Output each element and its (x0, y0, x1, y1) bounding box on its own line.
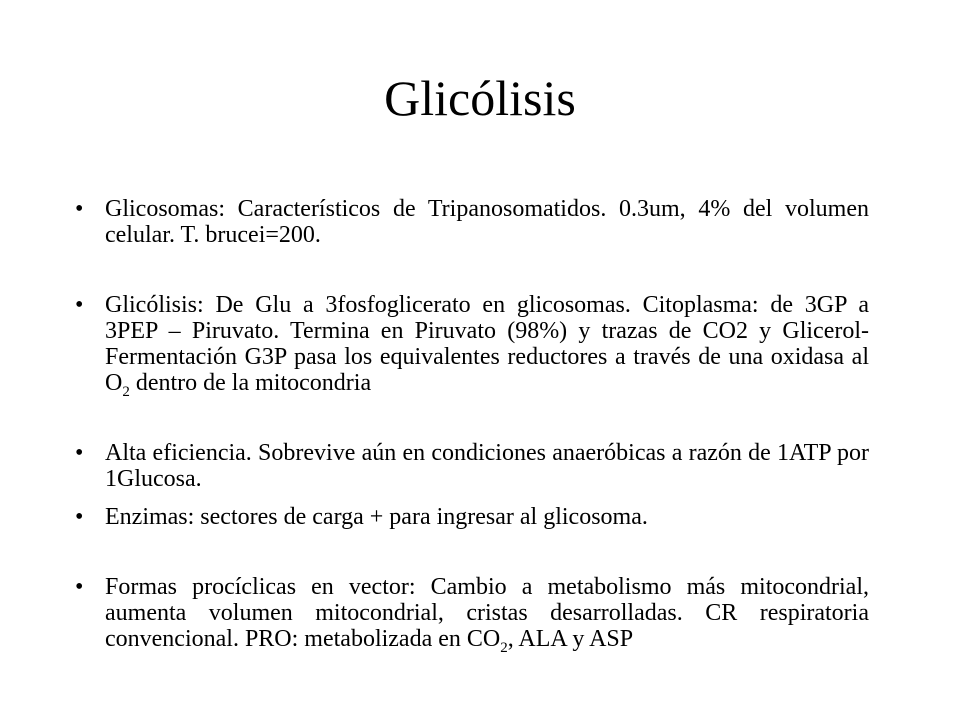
bullet-text: Alta eficiencia. Sobrevive aún en condiciones anaeróbicas a razón de 1ATP por 1Glucosa. (105, 440, 869, 492)
bullet-dot: • (75, 440, 84, 466)
bullet-dot: • (75, 292, 84, 318)
bullet-list (72, 196, 869, 656)
slide-title: Glicólisis (384, 70, 576, 126)
subscript: 2 (500, 640, 508, 656)
bullet-dot: • (75, 504, 84, 530)
bullet-item-glicolisis (72, 292, 869, 400)
bullet-text (105, 574, 869, 656)
bullet-item-enzimas (72, 504, 869, 530)
subscript: 2 (122, 384, 130, 400)
bullet-text-part: Glicólisis: De Glu a 3fosfoglicerato en glicosomas. Citoplasma: de 3GP a 3PEP – Piruvato. Termina en Piruvato (98%) y trazas de CO2 y Glicerol- Fermentación G3P pasa los equivalentes reductores a través de una oxidasa al O (105, 292, 869, 396)
bullet-text: Enzimas: sectores de carga + para ingresar al glicosoma. (105, 504, 648, 530)
bullet-item-eficiencia (72, 440, 869, 492)
bullet-text-part: dentro de la mitocondria (129, 370, 372, 396)
bullet-text-part: Formas procíclicas en vector: Cambio a metabolismo más mitocondrial, aumenta volumen mitocondrial, cristas desarrolladas. CR respiratoria convencional. PRO: metabolizada en CO (105, 574, 869, 652)
bullet-text: Glicosomas: Característicos de Tripanosomatidos. 0.3um, 4% del volumen celular. T. brucei=200. (105, 196, 869, 248)
bullet-item-glicosomas (72, 196, 869, 248)
bullet-dot: • (75, 196, 84, 222)
bullet-item-prociclicas (72, 574, 869, 656)
bullet-text (105, 292, 869, 400)
bullet-text-part: , ALA y ASP (507, 626, 634, 652)
bullet-dot: • (75, 574, 84, 600)
